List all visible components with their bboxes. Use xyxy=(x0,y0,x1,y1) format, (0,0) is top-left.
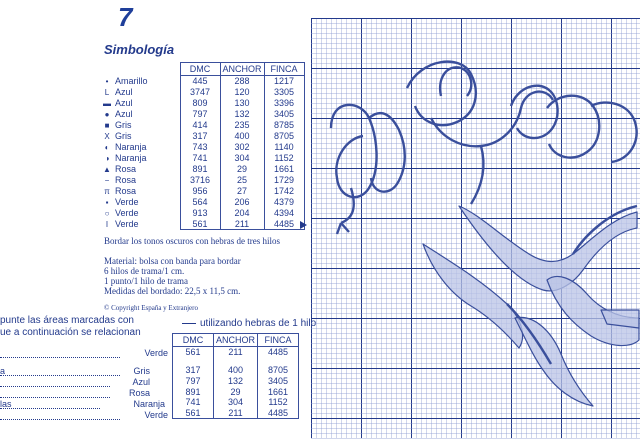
legend-anchor: 400 xyxy=(220,131,264,142)
legend-finca: 8785 xyxy=(264,120,304,131)
lower-anchor: 132 xyxy=(214,376,258,387)
lower-dmc: 891 xyxy=(173,386,214,397)
legend-symbol: ○ xyxy=(104,208,110,218)
lower-finca: 4485 xyxy=(258,347,299,358)
legend-color-name: Amarillo xyxy=(115,75,148,86)
legend-dmc: 561 xyxy=(180,219,220,230)
note-copyright: © Copyright España y Extranjero xyxy=(104,304,198,312)
dotted-line xyxy=(0,419,120,420)
lower-row-name: Naranja xyxy=(133,399,165,409)
legend-anchor: 206 xyxy=(220,197,264,208)
legend-dmc: 743 xyxy=(180,142,220,153)
legend-symbol: ● xyxy=(104,109,110,119)
legend-color-name: Verde xyxy=(115,207,139,218)
legend-finca: 4485 xyxy=(264,219,304,230)
legend-symbol: • xyxy=(105,76,109,86)
legend-finca: 1729 xyxy=(264,175,304,186)
page-number: 7 xyxy=(118,2,133,32)
legend-symbol: ■ xyxy=(104,120,110,130)
legend-color-name: Azul xyxy=(115,97,133,108)
legend-row xyxy=(100,164,304,175)
legend-symbol: ▬ xyxy=(103,98,111,108)
pointer-arrow-icon xyxy=(300,221,307,229)
legend-symbol: ▪ xyxy=(105,197,109,207)
legend-row xyxy=(100,87,304,98)
legend-finca: 3405 xyxy=(264,109,304,120)
legend-anchor: 130 xyxy=(220,98,264,109)
lower-row xyxy=(173,397,299,408)
lower-anchor: 211 xyxy=(214,347,258,358)
legend-finca: 4379 xyxy=(264,197,304,208)
lower-row xyxy=(173,347,299,358)
dotted-line xyxy=(0,408,100,409)
legend-anchor: 120 xyxy=(220,87,264,98)
legend-row xyxy=(100,109,304,120)
legend-dmc: 797 xyxy=(180,109,220,120)
legend-dmc: 741 xyxy=(180,153,220,164)
lower-row-name: Azul xyxy=(132,377,150,387)
legend-symbol: X xyxy=(104,131,110,141)
lower-row-spacer xyxy=(173,357,299,365)
legend-symbol: ◐ xyxy=(104,142,110,152)
legend-finca: 3305 xyxy=(264,87,304,98)
lower-header-dmc: DMC xyxy=(173,334,214,347)
lower-header-finca: FINCA xyxy=(258,334,299,347)
legend-finca: 1661 xyxy=(264,164,304,175)
lower-row-name: Verde xyxy=(144,348,168,358)
lower-dmc: 741 xyxy=(173,397,214,408)
legend-finca: 1140 xyxy=(264,142,304,153)
lower-finca: 1152 xyxy=(258,397,299,408)
legend-finca: 1742 xyxy=(264,186,304,197)
legend-row xyxy=(100,208,304,219)
legend-color-name: Verde xyxy=(115,218,139,229)
legend-row xyxy=(100,142,304,153)
legend-row xyxy=(100,186,304,197)
lower-row xyxy=(173,365,299,376)
legend-finca: 1217 xyxy=(264,76,304,87)
legend-row xyxy=(100,219,304,230)
legend-anchor: 27 xyxy=(220,186,264,197)
legend-dmc: 317 xyxy=(180,131,220,142)
flower-petal xyxy=(369,113,405,192)
lower-dmc: 317 xyxy=(173,365,214,376)
legend-symbol: I xyxy=(105,219,109,229)
lower-finca: 1661 xyxy=(258,386,299,397)
legend-row xyxy=(100,131,304,142)
legend-row xyxy=(100,76,304,87)
dotted-line xyxy=(0,386,110,387)
split-instructions xyxy=(0,315,141,339)
legend-header-dmc: DMC xyxy=(180,63,220,76)
legend-row xyxy=(100,197,304,208)
legend-row xyxy=(100,175,304,186)
legend-anchor: 25 xyxy=(220,175,264,186)
note-hilos: 6 hilos de trama/1 cm. xyxy=(104,266,185,276)
lower-dmc: 561 xyxy=(173,347,214,358)
split-line-2: ue a continuación se relacionan xyxy=(0,327,141,338)
legend-dmc: 3716 xyxy=(180,175,220,186)
legend-color-name: Gris xyxy=(115,130,132,141)
lower-stub: las xyxy=(0,399,12,409)
legend-color-name: Azul xyxy=(115,108,133,119)
legend-row xyxy=(100,120,304,131)
lower-row xyxy=(173,386,299,397)
split-line-1: punte las áreas marcadas con xyxy=(0,315,134,326)
legend-finca: 1152 xyxy=(264,153,304,164)
legend-anchor: 304 xyxy=(220,153,264,164)
lower-row xyxy=(173,407,299,418)
legend-symbol: L xyxy=(104,87,110,97)
legend-color-name: Rosa xyxy=(115,174,137,185)
lower-row-name: Gris xyxy=(133,366,150,376)
lower-stub: a xyxy=(0,366,6,376)
legend-dmc: 891 xyxy=(180,164,220,175)
legend-color-name: Rosa xyxy=(115,185,137,196)
legend-dmc: 809 xyxy=(180,98,220,109)
lower-header-anchor: ANCHOR xyxy=(214,334,258,347)
lower-finca: 4485 xyxy=(258,407,299,418)
legend-anchor: 211 xyxy=(220,219,264,230)
legend-symbol: ▲ xyxy=(103,164,111,174)
legend-title: Simbología xyxy=(104,42,175,57)
legend-finca: 4394 xyxy=(264,208,304,219)
split-right-text: utilizando hebras de 1 hilo xyxy=(182,318,316,329)
legend-anchor: 288 xyxy=(220,76,264,87)
legend-row xyxy=(100,153,304,164)
legend-table xyxy=(100,62,305,230)
legend-dmc: 564 xyxy=(180,197,220,208)
legend-header-anchor: ANCHOR xyxy=(220,63,264,76)
legend-anchor: 29 xyxy=(220,164,264,175)
note-medidas: Medidas del bordado: 22,5 x 11,5 cm. xyxy=(104,286,241,296)
note-material: Material: bolsa con banda para bordar xyxy=(104,256,241,266)
legend-color-name: Verde xyxy=(115,196,139,207)
dotted-line xyxy=(0,397,110,398)
cross-stitch-chart xyxy=(311,18,640,440)
lower-anchor: 211 xyxy=(214,407,258,418)
legend-color-name: Naranja xyxy=(115,152,147,163)
lower-anchor: 400 xyxy=(214,365,258,376)
legend-dmc: 414 xyxy=(180,120,220,131)
legend-header-blank xyxy=(100,63,180,76)
lower-finca: 8705 xyxy=(258,365,299,376)
legend-dmc: 913 xyxy=(180,208,220,219)
legend-color-name: Gris xyxy=(115,119,132,130)
legend-row xyxy=(100,98,304,109)
lower-anchor: 304 xyxy=(214,397,258,408)
lower-anchor: 29 xyxy=(214,386,258,397)
legend-symbol: − xyxy=(104,175,110,185)
legend-symbol: ◑ xyxy=(104,153,110,163)
legend-anchor: 204 xyxy=(220,208,264,219)
legend-dmc: 956 xyxy=(180,186,220,197)
lower-row-name: Verde xyxy=(144,410,168,420)
legend-dmc: 3747 xyxy=(180,87,220,98)
lower-dmc: 561 xyxy=(173,407,214,418)
legend-color-name: Rosa xyxy=(115,163,137,174)
legend-anchor: 132 xyxy=(220,109,264,120)
legend-color-name: Azul xyxy=(115,86,133,97)
dotted-line xyxy=(0,357,120,358)
legend-header-finca: FINCA xyxy=(264,63,304,76)
lower-thread-table xyxy=(172,333,299,419)
note-bordar: Bordar los tonos oscuros con hebras de tres hilos xyxy=(104,236,280,246)
legend-finca: 8705 xyxy=(264,131,304,142)
lower-dmc: 797 xyxy=(173,376,214,387)
legend-anchor: 302 xyxy=(220,142,264,153)
legend-finca: 3396 xyxy=(264,98,304,109)
legend-color-name: Naranja xyxy=(115,141,147,152)
legend-anchor: 235 xyxy=(220,120,264,131)
legend-dmc: 445 xyxy=(180,76,220,87)
lower-row xyxy=(173,376,299,387)
note-punto: 1 punto/1 hilo de trama xyxy=(104,276,188,286)
lower-finca: 3405 xyxy=(258,376,299,387)
legend-symbol: π xyxy=(104,186,110,196)
lower-row-name: Rosa xyxy=(128,388,150,398)
